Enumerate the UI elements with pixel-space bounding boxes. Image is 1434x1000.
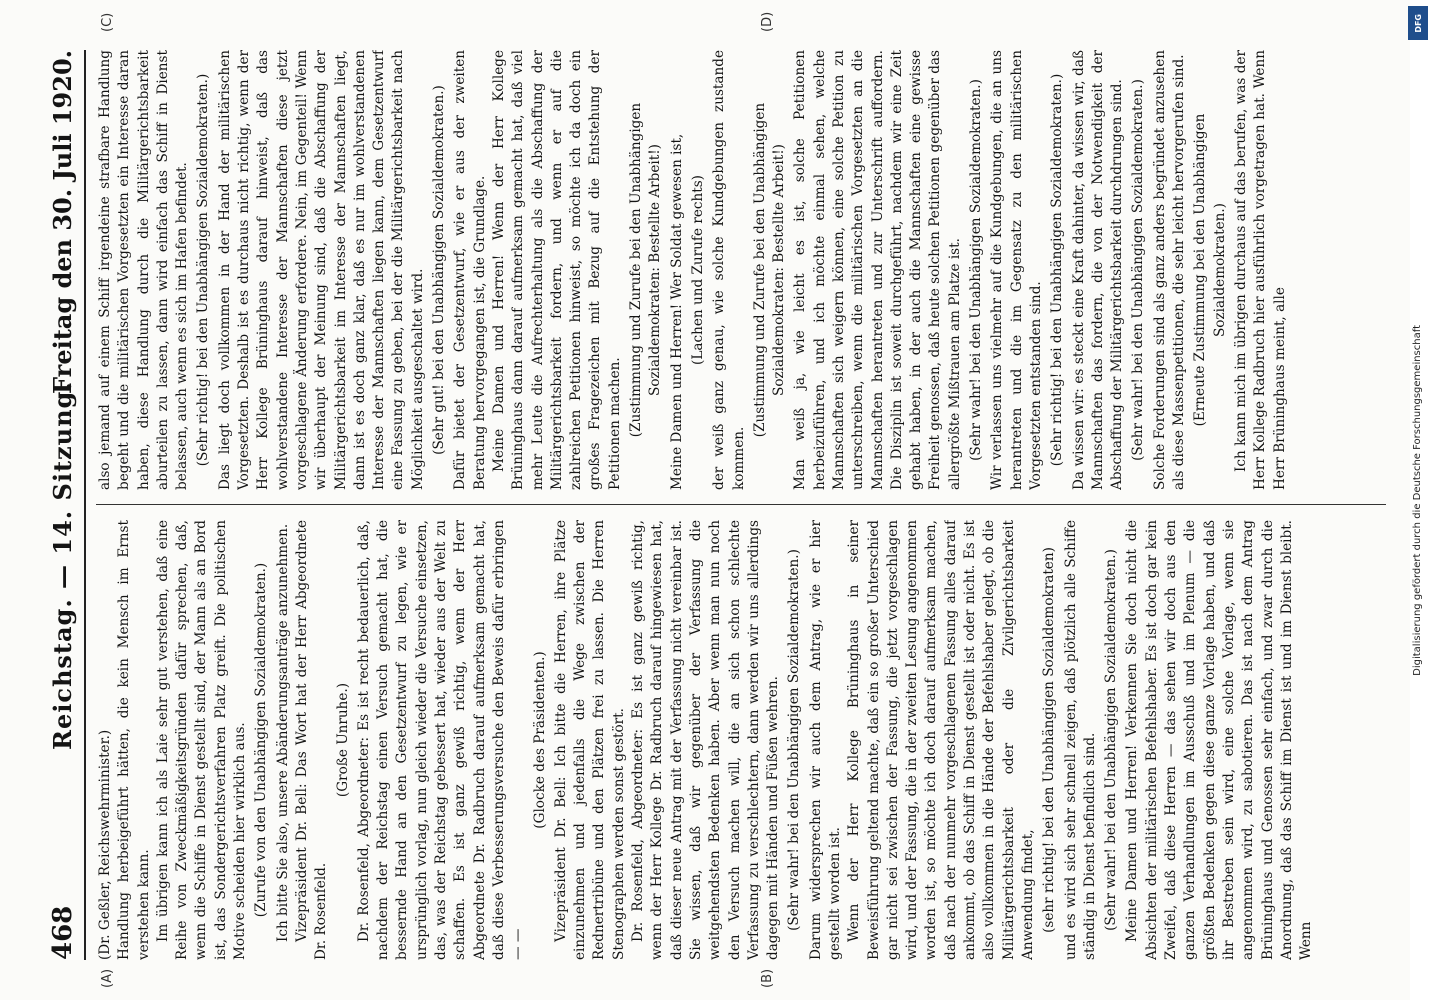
right-column-paragraph: Ich kann mich im übrigen durchaus auf das berufen, was der Herr Kollege Radbruch hier ausführlich vorgetragen hat. Wenn Herr Brüninghaus meint, alle: [1232, 50, 1288, 490]
right-column-interjection: (Erneute Zustimmung bei den Unabhängigen Sozialdemokraten.): [1192, 113, 1228, 427]
dfg-logo-text: DFG: [1413, 13, 1423, 33]
right-column-paragraph: Solche Forderungen sind als ganz anders begründet anzusehen als diese Massenpetitionen, die sehr leicht hervorgerufen sind.: [1151, 50, 1188, 490]
dfg-logo-badge: [1408, 6, 1428, 40]
left-text-column: [96, 520, 1386, 960]
margin-mark-b: (B): [760, 968, 775, 988]
left-column-interjection: (Große Unruhe.): [334, 682, 351, 798]
right-column-interjection: (Lachen und Zurufe rechts): [689, 175, 706, 365]
right-column-paragraph: also jemand auf einem Schiff irgendeine strafbare Handlung begeht und die militärischen Vorgesetzten ein Interesse daran haben, diese Handlung durch die Militärgerichtsbarkeit aburteilen zu lassen, dann wird einfach das Schiff in Dienst belassen, auch wenn es sich im Hafen befindet.: [97, 50, 191, 490]
left-column-interjection: (Sehr wahr! bei den Unabhängigen Sozialdemokraten.): [786, 549, 803, 931]
left-column-paragraph: Handlung herbeigeführt hätten, die kein Mensch im Ernst verstehen kann.: [116, 520, 152, 960]
right-column-paragraph: Wir verlassen uns vielmehr auf die Kundgebungen, die an uns herantreten und die im Gegensatz zu den militärischen Vorgesetzten entstanden sind.: [989, 50, 1044, 490]
page-header: [40, 50, 86, 960]
left-column-chair-statement: Vizepräsident Dr. Bell: Ich bitte die Herren, ihre Plätze einzunehmen und jedenfalls die Wege zwischen der Rednertribüne und den Plätzen frei zu lassen. Die Herren Stenographen werden sonst gestört.: [552, 520, 627, 960]
left-column-paragraph: Ich bitte Sie also, unsere Abänderungsanträge anzunehmen.: [274, 523, 291, 942]
digitization-credit: [1402, 0, 1432, 1000]
right-column-interjection: (Sehr gut! bei den Unabhängigen Sozialdemokraten.): [431, 85, 448, 455]
margin-mark-a: (A): [100, 968, 115, 988]
right-column-interjection: (Sehr wahr! bei den Unabhängigen Sozialdemokraten.): [968, 79, 985, 461]
left-column-interjection: (Zurufe von den Unabhängigen Sozialdemokraten.): [253, 562, 270, 918]
right-column-interjection: (Zustimmung und Zurufe bei den Unabhängigen Sozialdemokraten: Bestellte Arbeit!): [751, 102, 788, 438]
left-column-chair-statement: Vizepräsident Dr. Bell: Das Wort hat der Herr Abgeordnete Dr. Rosenfeld.: [293, 520, 330, 960]
right-column-interjection: (Sehr richtig! bei den Unabhängigen Sozialdemokraten.): [195, 73, 212, 467]
left-column-paragraph: Darum widersprechen wir auch dem Antrag, wie er hier gestellt worden ist.: [807, 520, 843, 960]
right-column-interjection: (Zustimmung und Zurufe bei den Unabhängigen Sozialdemokraten: Bestellte Arbeit!): [628, 102, 664, 438]
session-date: Freitag den 30. Juli 1920.: [48, 50, 77, 394]
right-column-paragraph: der weiß ganz genau, wie solche Kundgebungen zustande kommen.: [711, 50, 747, 490]
left-column-paragraph: Meine Damen und Herren! Verkennen Sie doch nicht die Absichten der militärischen Befehlshaber. Es ist doch gar kein Zweifel, daß diese Herren — das sehen wir doch aus den ganzen Verhandlungen im Ausschuß und im Plenum — die größten Bedenken gegen diese ganze Vorlage haben, und daß ihr Bestreben sein wird, eine solche Vorlage, wenn sie angenommen wird, zu sabotieren. Das ist nach dem Antrag Brüninghaus und Genossen sehr einfach, und zwar durch die Anordnung, daß das Schiff im Dienst ist und im Dienst bleibt. Wenn: [1124, 520, 1315, 960]
left-column-interjection: (sehr richtig! bei den Unabhängigen Sozialdemokraten): [1041, 547, 1058, 933]
margin-mark-d: (D): [760, 11, 775, 32]
right-column-paragraph: Da wissen wir: es steckt eine Kraft dahinter, da wissen wir, daß Mannschaften das fordern, die von der Notwendigkeit der Abschaffung der Militärgerichtsbarkeit durchdrungen sind.: [1070, 50, 1126, 490]
left-column-interjection: (Sehr wahr! bei den Unabhängigen Sozialdemokraten.): [1103, 549, 1120, 931]
right-column-interjection: (Sehr wahr! bei den Unabhängigen Sozialdemokraten.): [1130, 79, 1147, 461]
right-column-paragraph: Dafür bietet der Gesetzentwurf, wie er aus der zweiten Beratung hervorgegangen ist, die Grundlage.: [452, 50, 488, 490]
right-column-paragraph: Meine Damen und Herren! Wer Soldat gewesen ist,: [668, 133, 685, 490]
right-column-interjection: (Sehr richtig! bei den Unabhängigen Sozialdemokraten.): [1049, 73, 1066, 467]
session-title: Reichstag. — 14. Sitzung.: [48, 381, 77, 750]
credit-text: Digitalisierung gefördert durch die Deutsche Forschungsgemeinschaft: [1411, 324, 1423, 676]
left-column-paragraph: und es wird sich sehr schnell zeigen, daß plötzlich alle Schiffe ständig in Dienst befindlich sind.: [1062, 520, 1098, 960]
left-column-paragraph: Wenn der Herr Kollege Brüninghaus in seiner Beweisführung geltend machte, daß ein so großer Unterschied gar nicht sei zwischen der Fassung, die jetzt vorgeschlagen wird, und der Fassung, die in der zweiten Lesung angenommen worden ist, so möchte ich doch darauf aufmerksam machen, daß nach der nunmehr vorgeschlagenen Fassung alles darauf ankommt, ob das Schiff in Dienst gestellt ist oder nicht. Es ist also vollkommen in die Hände der Befehlshaber gelegt, ob die Militärgerichtsbarkeit oder die Zivilgerichtsbarkeit Anwendung findet,: [846, 520, 1036, 960]
right-text-column: [96, 50, 1386, 490]
left-column-paragraph: (Dr. Geßler, Reichswehrminister.): [97, 729, 113, 960]
right-column-paragraph: Meine Damen und Herren! Wenn der Herr Kollege Brüninghaus dann darauf aufmerksam gemacht hat, daß viel mehr Leute die Aufrechterhaltung als die Abschaffung der Militärgerichtsbarkeit fordern, und wenn er auf die zahlreichen Petitionen hinweist, so möchte ich da doch ein großes Fragezeichen mit Bezug auf die Entstehung der Petitionen machen.: [490, 50, 623, 490]
left-column-paragraph: Im übrigen kann ich als Laie sehr gut verstehen, daß eine Reihe von Zweckmäßigkeitsgründen dafür sprechen, daß, wenn die Schiffe in Dienst gestellt sind, der Mann als an Bord ist, das Sondergerichtsverfahren Platz greift. Die politischen Motive scheiden hier wirklich aus.: [154, 520, 249, 960]
left-column-paragraph: Dr. Rosenfeld, Abgeordneter: Es ist ganz gewiß richtig, wenn der Herr Kollege Dr. Radbruch darauf hingewiesen hat, daß dieser neue Antrag mit der Verfassung nicht vereinbar ist. Sie wissen, daß wir gegenüber der Verfassung die weitgehendsten Bedenken haben. Aber wenn man nun noch den Versuch machen will, die an sich schon schlechte Verfassung zu verschlechtern, dann werden wir uns allerdings dagegen mit Händen und Füßen wehren.: [630, 520, 782, 960]
left-column-paragraph: Dr. Rosenfeld, Abgeordneter: Es ist recht bedauerlich, daß, nachdem der Reichstag einen Versuch gemacht hat, die bessernde Hand an den Gesetzentwurf zu legen, wie er ursprünglich vorlag, nun gleich wieder die Versuche einsetzen, das, was der Reichstag gebessert hat, wieder aus der Welt zu schaffen. Es ist ganz gewiß richtig, wenn der Herr Abgeordnete Dr. Radbruch darauf aufmerksam gemacht hat, daß diese Verbesserungsversuche den Beweis dafür erbringen — —: [355, 520, 527, 960]
margin-mark-c: (C): [100, 12, 115, 32]
right-column-paragraph: Man weiß ja, wie leicht es ist, solche Petitionen herbeizuführen, und ich möchte einmal sehen, welche Mannschaften sich weigern können, eine solche Petition zu unterschreiben, wenn die militärischen Vorgesetzten an die Mannschaften herantreten und zur Unterschrift auffordern. Die Disziplin ist soweit durchgeführt, nachdem wir eine Zeit gehabt haben, in der auch die Mannschaften eine gewisse Freiheit genossen, daß heute solchen Petitionen gegenüber das allergrößte Mißtrauen am Platze ist.: [792, 50, 963, 490]
column-divider: [96, 504, 1386, 505]
left-column-interjection: (Glocke des Präsidenten.): [531, 651, 548, 829]
page-number: 468: [48, 905, 78, 960]
right-column-paragraph: Das liegt doch vollkommen in der Hand der militärischen Vorgesetzten. Deshalb ist es durchaus nicht richtig, wenn der Herr Kollege Brüninghaus darauf hinweist, daß das wohlverstandene Interesse der Mannschaften diese jetzt vorgeschlagene Änderung erfordere. Nein, im Gegenteil! Wenn wir überhaupt der Meinung sind, daß die Abschaffung der Militärgerichtsbarkeit im Interesse der Mannschaften liegt, dann ist es doch ganz klar, daß es nur im wohlverstandenen Interesse der Mannschaften liegen kann, dem Gesetzentwurf eine Fassung zu geben, bei der die Militärgerichtsbarkeit nach Möglichkeit ausgeschaltet wird.: [216, 50, 426, 490]
